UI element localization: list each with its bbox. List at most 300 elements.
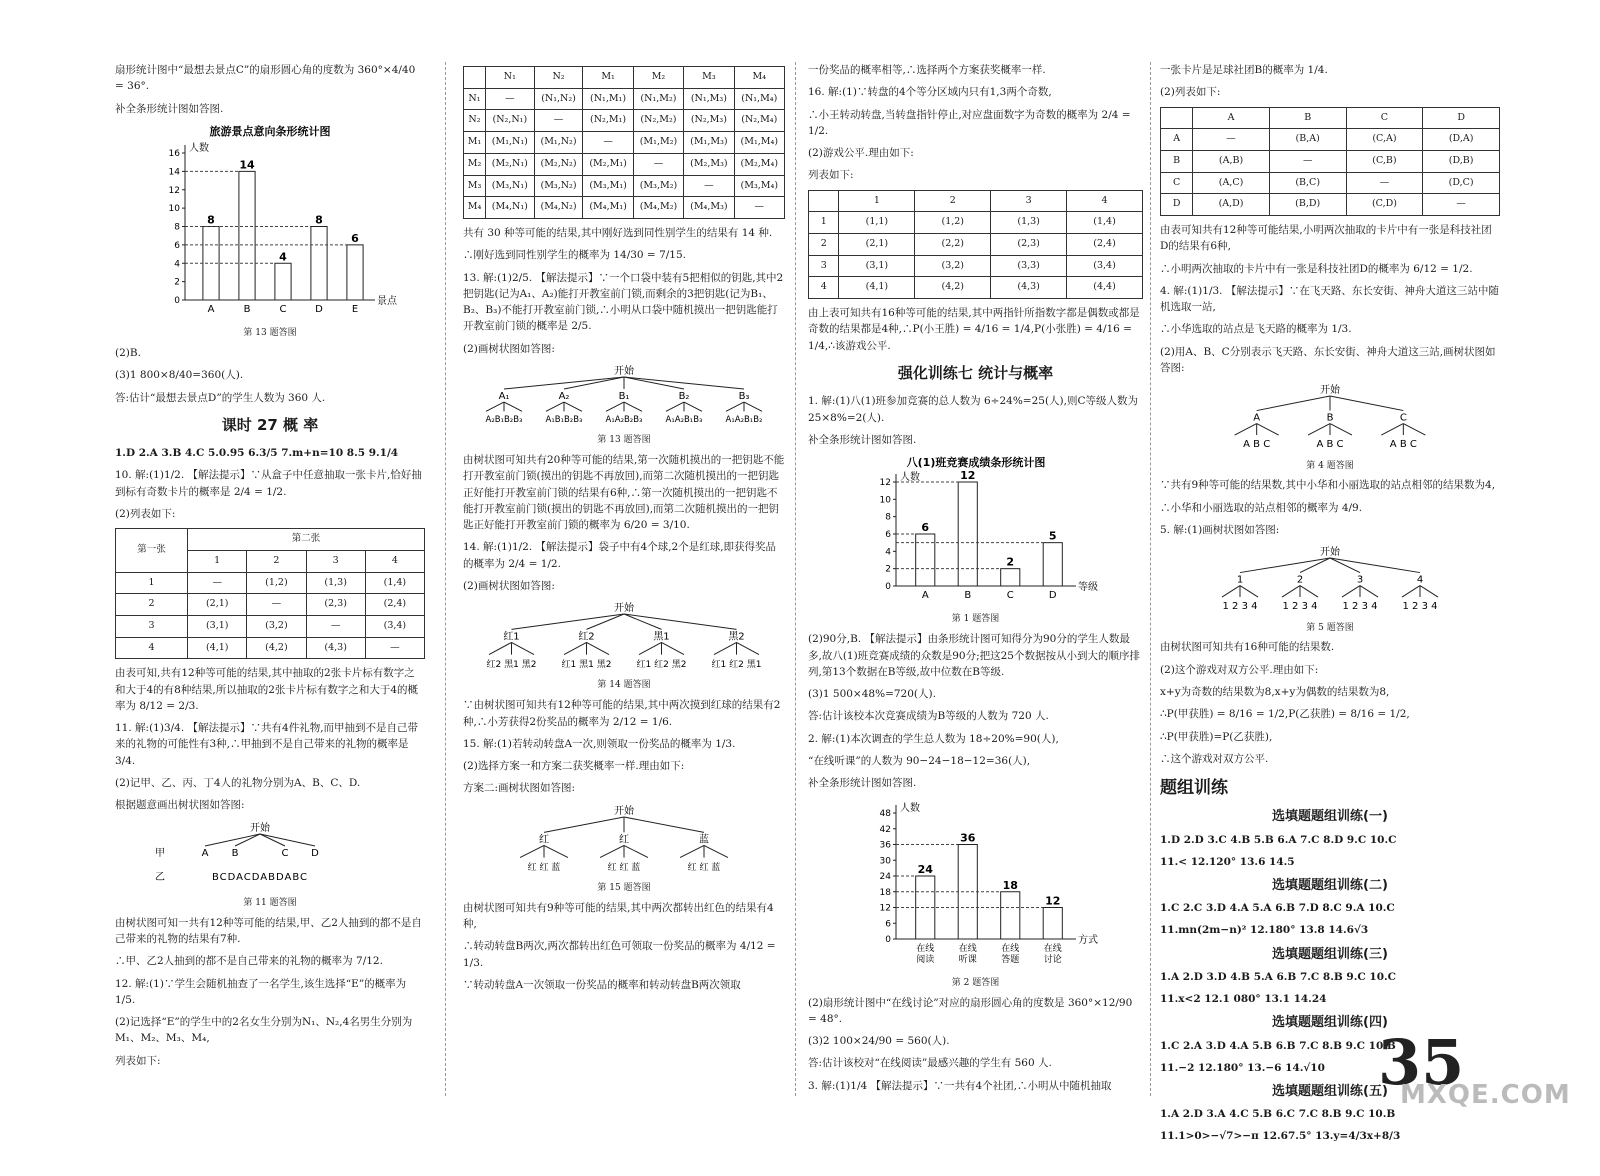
column-divider: [795, 62, 796, 1096]
cell: 1: [116, 572, 188, 594]
cell: (M₁,M₄): [734, 132, 784, 154]
cell: (M₂,M₃): [684, 153, 734, 175]
table-q16: [808, 190, 1143, 300]
cell: (M₃,M₁): [583, 175, 633, 197]
x-tick-label: 阅读: [915, 955, 934, 966]
cell: (3,1): [188, 615, 247, 637]
y-tick-label: 6: [884, 919, 891, 930]
y-tick-label: 8: [174, 222, 180, 233]
cell: —: [188, 572, 247, 594]
paragraph: 方案二:画树状图如答图:: [463, 782, 576, 795]
tree-leaves: A₁A₂B₁B₂: [725, 414, 763, 425]
figure-caption: 第 15 题答图: [597, 883, 651, 894]
paragraph: 2. 解:(1)本次调查的学生总人数为 18÷20%=90(人),: [808, 732, 1059, 745]
tree-node: 2: [1296, 574, 1304, 586]
cell: —: [247, 594, 306, 616]
paragraph: 扇形统计图中“最想去景点C”的扇形圆心角的度数为 360°×4/40 = 36°.: [115, 64, 416, 93]
column-1: [115, 62, 425, 1106]
cell: —: [734, 197, 784, 219]
paragraph: (2)这个游戏对双方公平.理由如下:: [1160, 663, 1319, 676]
bar: [1000, 892, 1019, 939]
table-row: [809, 255, 1143, 277]
paragraph: 3. 解:(1)1/4 【解法提示】∵一共有4个社团,∴小明从中随机抽取: [808, 1079, 1112, 1092]
paragraph: ∵由树状图可知共有12种等可能的结果,其中两次摸到红球的结果有2种,∴小芳获得2份奖品的概率为 2/12 = 1/6.: [463, 699, 781, 728]
cell: (M₃,M₄): [734, 175, 784, 197]
y-tick-label: 42: [879, 825, 891, 836]
tree-node: 红: [539, 834, 549, 846]
tree-edge: [1342, 586, 1360, 597]
tree-root: 开始: [1320, 385, 1340, 397]
y-tick-label: 6: [884, 530, 891, 541]
tree13-svg: [474, 363, 774, 425]
y-tick-label: 0: [884, 582, 891, 593]
cell: —: [534, 110, 583, 132]
cell: (3,4): [365, 615, 424, 637]
paragraph: 由表可知,共有12种等可能的结果,其中抽取的2张卡片标有数字之和大于4的有8种结果,所以抽取的2张卡片标有数字之和大于4的概率为 8/12 = 2/3.: [115, 667, 419, 712]
tree-leaves: 1 2 3 4: [1342, 601, 1378, 613]
cell: (M₂,M₁): [583, 153, 633, 175]
paragraph: ∴转动转盘B两次,两次都转出红色可领取一份奖品的概率为 4/12 = 1/3.: [463, 940, 776, 969]
x-tick-label: B: [243, 303, 251, 315]
cell: (2,1): [839, 234, 915, 256]
tree-edge: [564, 377, 624, 389]
paragraph: 根据题意画出树状图如答图:: [115, 799, 245, 812]
tree-edge: [520, 845, 544, 857]
col-header: C: [1346, 107, 1423, 129]
tree-edge: [546, 402, 564, 411]
tree-edge: [486, 402, 504, 411]
paragraph: 12. 解:(1)∵学生会随机抽查了一名学生,该生选择“E”的概率为 1/5.: [115, 977, 407, 1006]
x-tick-label: 在线: [1043, 944, 1062, 955]
tree-edge: [1257, 424, 1279, 435]
tree-edge: [737, 643, 760, 655]
paragraph: (2)B.: [115, 347, 141, 359]
tree-edge: [544, 845, 568, 857]
cell: (4,2): [247, 637, 306, 659]
cell: (M₁,M₃): [684, 132, 734, 154]
tree-node: A₁: [498, 390, 510, 402]
tree-edge: [512, 643, 535, 655]
answer-line: 11.1>0>−√7>−π 12.67.5° 13.y=4/3x+8/3: [1160, 1130, 1401, 1143]
paragraph: ∴小明两次抽取的卡片中有一张是科技社团D的概率为 6/12 = 1/2.: [1160, 262, 1473, 275]
paragraph: 由树状图可知共有16种可能的结果数.: [1160, 641, 1335, 654]
bar-value-label: 12: [1044, 894, 1060, 908]
tree-node: 红2: [578, 631, 595, 643]
bar: [275, 263, 291, 300]
cell: (4,4): [1067, 277, 1143, 299]
tree-edge: [624, 614, 737, 629]
cell: (2,3): [306, 594, 365, 616]
group-title: 选填题题组训练(一): [1272, 809, 1388, 825]
x-tick-label: B: [963, 590, 971, 602]
tree-edge: [714, 643, 737, 655]
cell: —: [1193, 129, 1270, 151]
y-tick-label: 10: [879, 495, 891, 506]
cell: (C,B): [1346, 150, 1423, 172]
tree-diagram-q13: [463, 363, 785, 430]
table-row: [464, 175, 785, 197]
tree-node: B₃: [738, 390, 750, 402]
chart-title: 八(1)班竞赛成绩条形统计图: [906, 456, 1045, 470]
figure-caption: 第 4 题答图: [1306, 460, 1354, 471]
bar-value-label: 4: [279, 250, 287, 264]
group-title: 选填题题组训练(四): [1272, 1015, 1388, 1031]
bar-chart-tourism: [115, 123, 425, 323]
tree-root: 开始: [614, 365, 634, 377]
tree-node: B₂: [678, 390, 690, 402]
cell: M₁: [464, 132, 486, 154]
paragraph: 1. 解:(1)八(1)班参加竞赛的总人数为 6÷24%=25(人),则C等级人数为 25×8%=2(人).: [808, 395, 1139, 424]
table-row: [1161, 194, 1500, 216]
tree-edge: [1402, 586, 1420, 597]
tree-diagram-q11: [115, 820, 425, 893]
table-row: [116, 637, 425, 659]
cell: (M₄,M₃): [684, 197, 734, 219]
cell: (3,1): [839, 255, 915, 277]
cell: M₂: [464, 153, 486, 175]
table-header-row: [464, 67, 785, 89]
group-title: 选填题题组训练(三): [1272, 946, 1388, 962]
paragraph: 答:估计该校对“在线阅读”最感兴趣的学生有 560 人.: [808, 1057, 1052, 1070]
cell: (1,1): [839, 212, 915, 234]
col-header: [464, 67, 486, 89]
x-tick-label: A: [207, 303, 215, 315]
table-row: [1161, 150, 1500, 172]
tree-leaves: BCDACDABDABC: [211, 871, 309, 883]
cell: —: [684, 175, 734, 197]
tree-root: 开始: [614, 603, 634, 615]
tree-edge: [662, 643, 685, 655]
cell: D: [1161, 194, 1193, 216]
paragraph: (2)游戏公平.理由如下:: [808, 147, 914, 160]
bar: [239, 171, 255, 300]
col-header: 3: [991, 190, 1067, 212]
paragraph: 答:估计该校本次竞赛成绩为B等级的人数为 720 人.: [808, 710, 1049, 723]
group-title: 选填题题组训练(二): [1272, 878, 1388, 894]
cell: (M₃,N₁): [485, 175, 534, 197]
tree-leaves: 红 红 蓝: [687, 862, 721, 873]
cell: (1,4): [365, 572, 424, 594]
col-header: M₃: [684, 67, 734, 89]
tree-edge: [1240, 586, 1258, 597]
answer-line: 1.A 2.D 3.D 4.B 5.A 6.B 7.C 8.B 9.C 10.C: [1160, 970, 1397, 983]
cell: (M₄,N₁): [485, 197, 534, 219]
cell: (1,2): [247, 572, 306, 594]
answer-line: 11.−2 12.180° 13.−6 14.√10: [1160, 1061, 1325, 1074]
cell: 1: [809, 212, 839, 234]
tree-edge: [1282, 586, 1300, 597]
answer-line: 1.D 2.D 3.C 4.B 5.B 6.A 7.C 8.D 9.C 10.C: [1160, 833, 1397, 846]
figure-caption: 第 5 题答图: [1306, 622, 1354, 633]
tree-leaves: A₁A₂B₁B₃: [665, 414, 703, 425]
paragraph: (3)2 100×24/90 = 560(人).: [808, 1035, 950, 1048]
answer-line: 1.D 2.A 3.B 4.C 5.0.95 6.3/5 7.m+n=10 8.5 9.1/4: [115, 447, 399, 460]
cell: —: [1346, 172, 1423, 194]
answer-line: 11.< 12.120° 13.6 14.5: [1160, 855, 1295, 868]
cell: —: [1269, 150, 1346, 172]
tree-edge: [564, 402, 582, 411]
col-header: 1: [839, 190, 915, 212]
table-row: [116, 615, 425, 637]
bar-value-label: 12: [959, 469, 975, 483]
chart3-svg: [856, 797, 1096, 967]
cell: C: [1161, 172, 1193, 194]
paragraph: 由树状图可知一共有12种等可能的结果,甲、乙2人抽到的都不是自己带来的礼物的结果有7种.: [115, 916, 422, 946]
tree-edge: [1257, 396, 1330, 411]
tree-edge: [512, 614, 625, 629]
cell: (N₁,M₁): [583, 88, 633, 110]
paragraph: (2)画树状图如答图:: [463, 579, 555, 592]
paragraph: 10. 解:(1)1/2. 【解法提示】∵从盒子中任意抽取一张卡片,恰好抽到标有奇数卡片的概率是 2/4 = 1/2.: [115, 469, 422, 498]
page-number: 35: [1378, 1026, 1465, 1099]
tree-level-label: 甲: [155, 847, 165, 859]
cell: (M₃,N₂): [534, 175, 583, 197]
table-row: [464, 110, 785, 132]
cell: (B,D): [1269, 194, 1346, 216]
y-tick-label: 8: [884, 512, 891, 523]
table-q12: [463, 66, 785, 219]
tree-node: B: [231, 847, 239, 859]
answer-line: 11.mn(2m−n)² 12.180° 13.8 14.6√3: [1160, 924, 1369, 937]
paragraph: 13. 解:(1)2/5. 【解法提示】∵一个口袋中装有5把相似的钥匙,其中2把钥匙(记为A₁、A₂)能打开教室前门锁,而剩余的3把钥匙(记为B₁、B₂、B₃)不能打开教室前门锁,∴小明从口袋中随机摸出一把钥匙能打开教室前门锁的概率是 2/5.: [463, 271, 784, 333]
cell: (M₄,M₂): [633, 197, 683, 219]
table-row: [464, 132, 785, 154]
cell: B: [1161, 150, 1193, 172]
cell: —: [633, 153, 683, 175]
y-tick-label: 6: [174, 240, 180, 251]
cell: 3: [809, 255, 839, 277]
paragraph: ∴甲、乙2人抽到的都不是自己带来的礼物的概率为 7/12.: [115, 955, 383, 968]
cell: (N₁,M₂): [633, 88, 683, 110]
tree-node: A: [1253, 412, 1261, 424]
y-axis-label: 人数: [899, 472, 920, 484]
answer-line: 1.C 2.C 3.D 4.A 5.A 6.B 7.D 8.C 9.A 10.C: [1160, 902, 1395, 915]
tree-edge: [726, 402, 744, 411]
bar-value-label: 18: [1002, 879, 1018, 893]
table-row: [1161, 129, 1500, 151]
col-header: M₁: [583, 67, 633, 89]
tree14-svg: [474, 600, 774, 670]
tree5-svg: [1210, 544, 1450, 612]
y-tick-label: 2: [174, 277, 180, 288]
cell: (3,2): [915, 255, 991, 277]
paragraph: 共有 30 种等可能的结果,其中刚好选到同性别学生的结果有 14 种.: [463, 227, 773, 240]
paragraph: 由表可知共有12种等可能结果,小明两次抽取的卡片中有一张是科技社团D的结果有6种,: [1160, 224, 1492, 253]
cell: (2,1): [188, 594, 247, 616]
tree11-svg: [145, 820, 395, 888]
cell: (M₃,M₂): [633, 175, 683, 197]
tree-leaves: A B C: [1316, 439, 1344, 451]
cell: (M₂,N₁): [485, 153, 534, 175]
cell: 4: [809, 277, 839, 299]
tree-leaves: 1 2 3 4: [1402, 601, 1438, 613]
col-header: 2: [247, 550, 306, 572]
paragraph: 14. 解:(1)1/2. 【解法提示】袋子中有4个球,2个是红球,即获得奖品的概率为 2/4 = 1/2.: [463, 541, 777, 570]
cell: (2,4): [1067, 234, 1143, 256]
x-tick-label: C: [1006, 590, 1014, 602]
paragraph: (2)记甲、乙、丙、丁4人的礼物分别为A、B、C、D.: [115, 777, 361, 790]
tree-edge: [744, 402, 762, 411]
tree-edge: [1381, 424, 1403, 435]
bar-value-label: 5: [1048, 529, 1057, 543]
cell: (D,A): [1423, 129, 1500, 151]
paragraph: 由树状图可知共有20种等可能的结果,第一次随机摸出的一把钥匙不能打开教室前门锁(摸出的钥匙不再放回),而第二次随机摸出的一把钥匙正好能打开教室前门锁的结果有6种,∴第一次随机摸出的一把钥匙不能打开教室前门锁(摸出的钥匙不再放回),而第二次随机摸出的一把钥匙正好能打开教室前门锁的概率为 6/20 = 3/10.: [463, 454, 785, 532]
tree-edge: [606, 402, 624, 411]
bar-value-label: 36: [959, 831, 975, 845]
column-2: [463, 62, 785, 1106]
paragraph: 一份奖品的概率相等,∴选择两个方案获奖概率一样.: [808, 64, 1046, 76]
y-tick-label: 24: [879, 872, 891, 883]
tree-edge: [205, 834, 260, 846]
paragraph: ∴P(甲获胜)=P(乙获胜),: [1160, 730, 1273, 743]
tree-edge: [1308, 424, 1330, 435]
cell: —: [1423, 194, 1500, 216]
paragraph: 补全条形统计图如答图.: [115, 102, 224, 115]
cell: (N₂,M₁): [583, 110, 633, 132]
tree-leaves: A B C: [1389, 439, 1417, 451]
col-header: 2: [915, 190, 991, 212]
paragraph: (2)扇形统计图中“在线讨论”对应的扇形圆心角的度数是 360°×12/90 = 48°.: [808, 996, 1133, 1025]
cell: —: [485, 88, 534, 110]
cell: (N₂,M₄): [734, 110, 784, 132]
tree-leaves: A₂B₁B₂B₃: [485, 414, 523, 425]
tree-leaves: A B C: [1243, 439, 1271, 451]
cell: (3,4): [1067, 255, 1143, 277]
paragraph: (2)列表如下:: [1160, 86, 1221, 99]
cell: (M₁,N₁): [485, 132, 534, 154]
x-tick-label: 在线: [958, 944, 977, 955]
cell: 4: [116, 637, 188, 659]
cell: (M₁,N₂): [534, 132, 583, 154]
paragraph: 4. 解:(1)1/3. 【解法提示】∵在飞天路、东长安街、神舟大道这三站中随机选取一站,: [1160, 284, 1499, 314]
tree-node: 红: [619, 834, 629, 846]
cell: —: [583, 132, 633, 154]
paragraph: 由上表可知共有16种等可能的结果,其中两指针所指数字都是偶数或都是奇数的结果都是4种,∴P(小王胜) = 4/16 = 1/4,P(小张胜) = 4/16 = 1/4,∴该游戏公平.: [808, 307, 1140, 352]
tree-edge: [587, 643, 610, 655]
table-row: [464, 197, 785, 219]
paragraph: x+y为奇数的结果数为8,x+y为偶数的结果数为8,: [1160, 685, 1390, 698]
x-tick-label: A: [921, 590, 929, 602]
tree-edge: [1330, 424, 1352, 435]
tree-edge: [680, 845, 704, 857]
col-header: [1161, 107, 1193, 129]
tree-edge: [544, 817, 624, 832]
cell: 2: [809, 234, 839, 256]
paragraph: 答:估计“最想去景点D”的学生人数为 360 人.: [115, 391, 326, 404]
bar: [311, 226, 327, 300]
tree-edge: [624, 377, 684, 389]
tree-edge: [1222, 586, 1240, 597]
tree-node: 黑1: [653, 631, 670, 643]
col-header: N₁: [485, 67, 534, 89]
tree-leaves: 红 红 蓝: [607, 862, 641, 873]
tree-edge: [704, 845, 728, 857]
cell: (A,C): [1193, 172, 1270, 194]
cell: (4,3): [306, 637, 365, 659]
tree-edge: [639, 643, 662, 655]
tree-edge: [564, 643, 587, 655]
paragraph: ∴刚好选到同性别学生的概率为 14/30 = 7/15.: [463, 249, 686, 262]
cell: (M₄,N₂): [534, 197, 583, 219]
cell: (N₂,N₁): [485, 110, 534, 132]
paragraph: ∴小华和小丽选取的站点相邻的概率为 4/9.: [1160, 501, 1363, 514]
tree-node: C: [1399, 412, 1407, 424]
cell: 2: [116, 594, 188, 616]
tree-node: C: [281, 847, 289, 859]
tree-node: D: [311, 847, 319, 859]
bar: [1000, 569, 1019, 586]
tree-leaves: 红 红 蓝: [527, 862, 561, 873]
cell: (1,2): [915, 212, 991, 234]
figure-caption: 第 13 题答图: [597, 435, 651, 446]
col-header: M₄: [734, 67, 784, 89]
paragraph: (2)90分,B. 【解法提示】由条形统计图可知得分为90分的学生人数最多,故八(1)班竞赛成绩的众数是90分;把这25个数据按从小到大的顺序排列,第13个数据在B等级,故中位数在B等级.: [808, 633, 1140, 678]
y-tick-label: 2: [884, 564, 891, 575]
paragraph: “在线听课”的人数为 90−24−18−12=36(人),: [808, 754, 1031, 767]
tree-diagram-q4: [1160, 382, 1500, 455]
x-axis-label: 等级: [1077, 582, 1098, 594]
y-tick-label: 48: [879, 809, 891, 820]
table-row: [116, 572, 425, 594]
cell: 3: [116, 615, 188, 637]
cell: (3,2): [247, 615, 306, 637]
paragraph: (2)选择方案一和方案二获奖概率一样.理由如下:: [463, 760, 685, 773]
answer-line: 1.C 2.A 3.D 4.A 5.B 6.B 7.C 8.B 9.C 10.B: [1160, 1039, 1396, 1052]
cell: (2,3): [991, 234, 1067, 256]
paragraph: (3)1 800×8/40=360(人).: [115, 369, 244, 382]
tree-edge: [1330, 396, 1403, 411]
x-tick-label: D: [1048, 590, 1057, 602]
table-row: [464, 88, 785, 110]
section-heading: 题组训练: [1160, 778, 1228, 799]
tree15-svg: [504, 803, 744, 873]
paragraph: ∵共有9种等可能的结果数,其中小华和小丽选取的站点相邻的结果数为4,: [1160, 479, 1496, 492]
x-axis-label: 方式: [1077, 935, 1098, 947]
tree-edge: [1360, 586, 1378, 597]
tree4-svg: [1220, 382, 1440, 450]
table-corner: 第一张: [116, 529, 188, 572]
tree-leaves: 红1 红2 黑2: [636, 660, 687, 671]
paragraph: (2)记选择“E”的学生中的2名女生分别为N₁、N₂,4名男生分别为M₁、M₂、M₃、M₄,: [115, 1016, 413, 1045]
tree-edge: [235, 834, 260, 846]
paragraph: 由树状图可知共有9种等可能的结果,其中两次都转出红色的结果有4种,: [463, 901, 774, 931]
table-header-row: [809, 190, 1143, 212]
col-header: N₂: [534, 67, 583, 89]
cell: (4,1): [839, 277, 915, 299]
tree-diagram-q14: [463, 600, 785, 675]
cell: N₁: [464, 88, 486, 110]
cell: A: [1161, 129, 1193, 151]
cell: —: [365, 637, 424, 659]
cell: (4,2): [915, 277, 991, 299]
column-divider: [445, 62, 446, 1096]
col-header: A: [1193, 107, 1270, 129]
tree-edge: [1240, 558, 1330, 573]
col-header: 3: [306, 550, 365, 572]
tree-root: 开始: [614, 805, 634, 817]
tree-node: 3: [1356, 574, 1364, 586]
tree-leaves: 红2 黑1 黑2: [486, 660, 537, 671]
y-tick-label: 12: [879, 903, 891, 914]
tree-node: B: [1326, 412, 1334, 424]
cell: (A,B): [1193, 150, 1270, 172]
cell: (M₁,M₂): [633, 132, 683, 154]
tree-node: 蓝: [699, 834, 709, 846]
tree-node: 红1: [503, 631, 520, 643]
y-tick-label: 12: [879, 478, 891, 489]
col-header: 1: [188, 550, 247, 572]
tree-level-label: 乙: [155, 871, 165, 883]
